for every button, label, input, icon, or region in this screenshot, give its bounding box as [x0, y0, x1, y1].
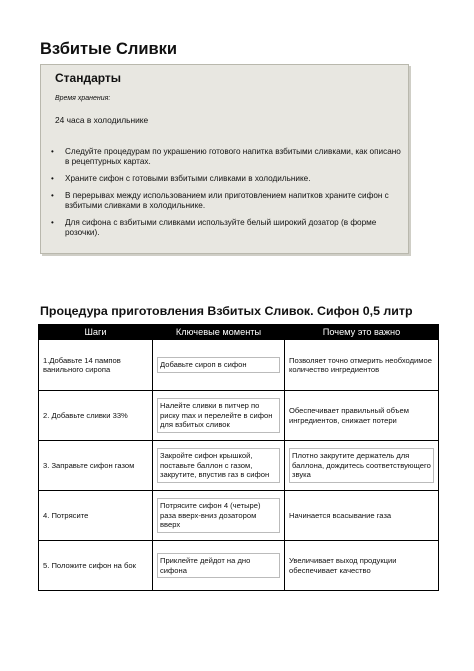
column-header-why-important: Почему это важно — [285, 325, 439, 340]
standards-item: • В перерывах между использованием или приготовлением напитков храните сифон с взбитыми сливками в холодильнике. — [51, 191, 389, 210]
standards-item: • Храните сифон с готовыми взбитыми сливками в холодильнике. — [51, 174, 311, 183]
procedure-heading: Процедура приготовления Взбитых Сливок. Сифон 0,5 литр — [40, 304, 413, 318]
storage-time-label: Время хранения: — [55, 95, 111, 102]
procedure-table — [38, 324, 439, 591]
storage-time-value: 24 часа в холодильнике — [55, 115, 149, 125]
table-row — [39, 491, 439, 541]
step-cell: 2. Добавьте сливки 33% — [39, 391, 153, 441]
key-point-cell: Приклейте дейдот на дно сифона — [153, 541, 285, 591]
step-cell: 5. Положите сифон на бок — [39, 541, 153, 591]
key-point-cell: Добавьте сироп в сифон — [153, 340, 285, 391]
why-cell: Позволяет точно отмерить необходимое количество ингредиентов — [285, 340, 439, 391]
table-row — [39, 541, 439, 591]
why-cell: Увеличивает выход продукции обеспечивает качество — [285, 541, 439, 591]
why-cell: Обеспечивает правильный объем ингредиентов, снижает потери — [285, 391, 439, 441]
why-cell: Начинается всасывание газа — [285, 491, 439, 541]
table-header-row — [39, 325, 439, 340]
table-row — [39, 391, 439, 441]
key-point-cell: Налейте сливки в питчер по риску max и перелейте в сифон для взбитых сливок — [153, 391, 285, 441]
bullet-icon: • — [51, 191, 54, 200]
standards-item: • Для сифона с взбитыми сливками используйте белый широкий дозатор (в форме розочки). — [51, 218, 377, 237]
bullet-icon: • — [51, 174, 54, 183]
standards-box — [40, 64, 409, 254]
standards-item: • Следуйте процедурам по украшению готового напитка взбитыми сливками, как описано в рецептурных картах. — [51, 147, 401, 166]
why-cell: Плотно закрутите держатель для баллона, дождитесь соответствующего звука — [285, 441, 439, 491]
bullet-icon: • — [51, 147, 54, 156]
bullet-icon: • — [51, 218, 54, 227]
key-point-cell: Потрясите сифон 4 (четыре) раза вверх-вниз дозатором вверх — [153, 491, 285, 541]
key-point-cell: Закройте сифон крышкой, поставьте баллон с газом, закрутите, впустив газ в сифон — [153, 441, 285, 491]
table-row — [39, 441, 439, 491]
page-title: Взбитые Сливки — [40, 40, 178, 58]
table-row — [39, 340, 439, 391]
standards-heading: Стандарты — [55, 71, 122, 85]
step-cell: 1.Добавьте 14 пампов ванильного сиропа — [39, 340, 153, 391]
step-cell: 4. Потрясите — [39, 491, 153, 541]
standards-list — [49, 147, 404, 245]
column-header-steps: Шаги — [39, 325, 153, 340]
column-header-key-points: Ключевые моменты — [153, 325, 285, 340]
step-cell: 3. Заправьте сифон газом — [39, 441, 153, 491]
